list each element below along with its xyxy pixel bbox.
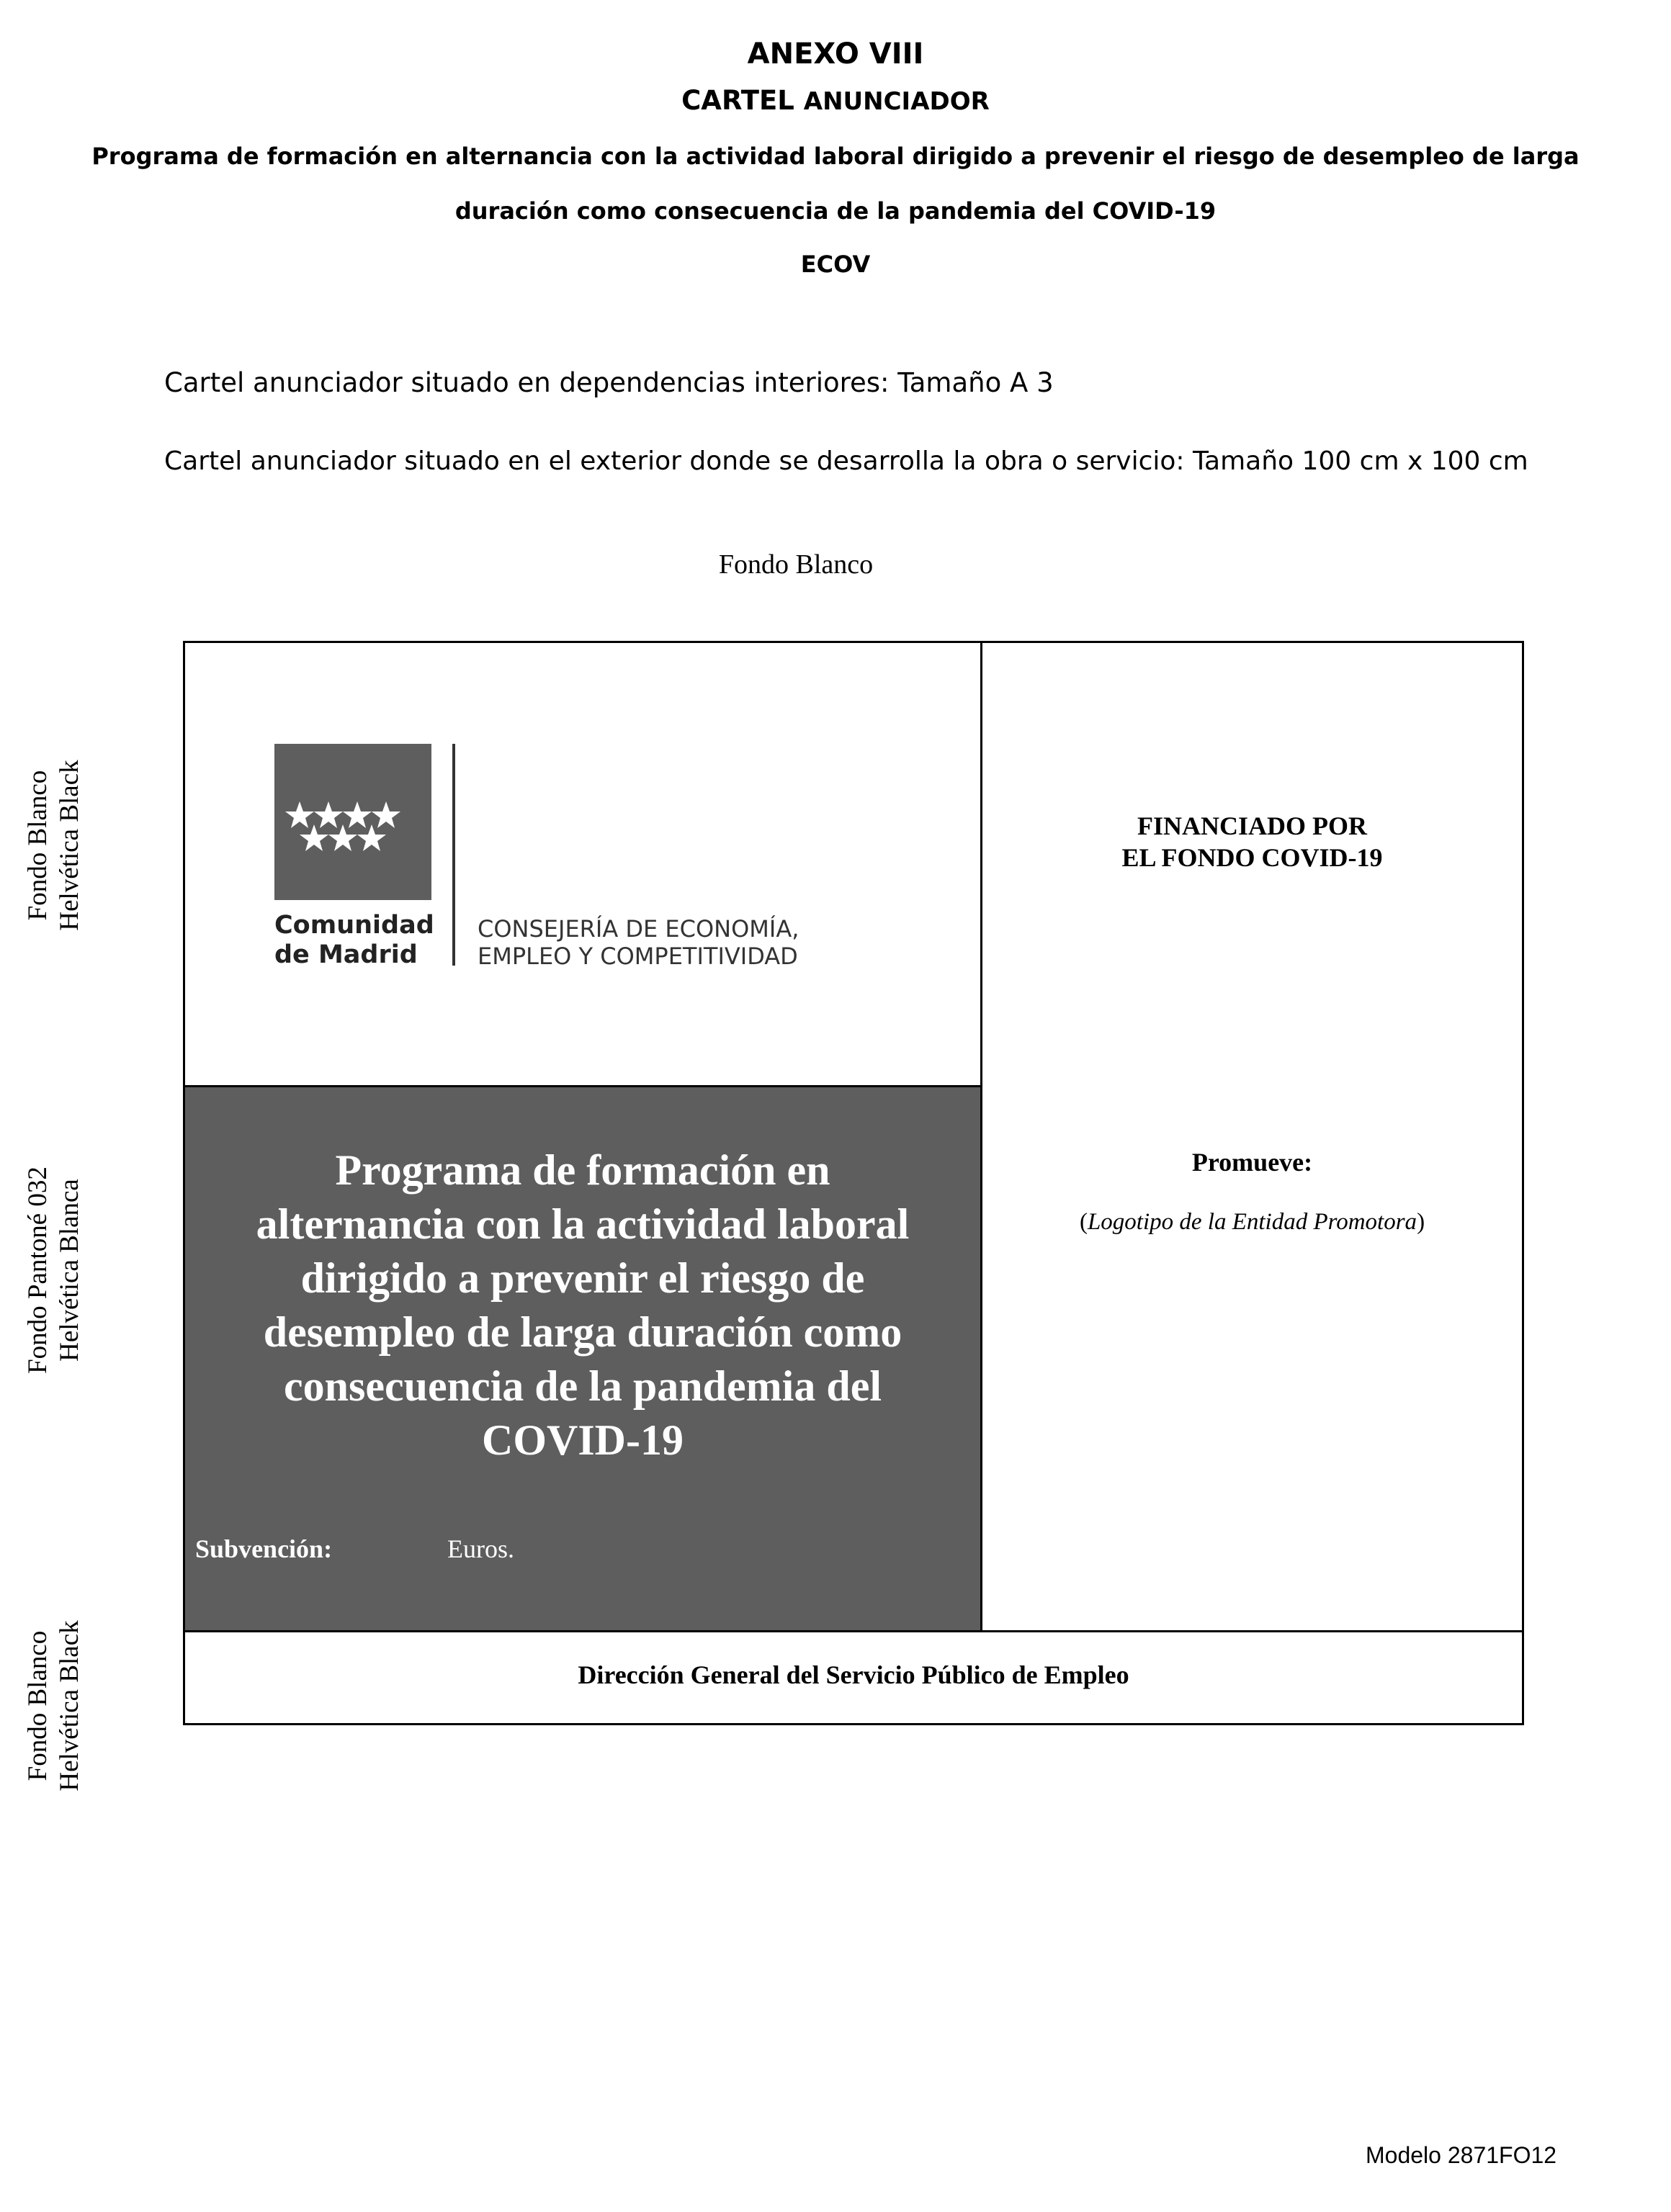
program-subtitle-line-1: Programa de formación en alternancia con la actividad laboral dirigido a prevenir el riesgo de desempleo de larga [91, 143, 1580, 170]
star-icon [300, 824, 328, 851]
model-code: Modelo 2871FO12 [1366, 2142, 1557, 2168]
star-icon [328, 824, 357, 851]
logo-dept-line-2: EMPLEO Y COMPETITIVIDAD [478, 943, 798, 970]
directorate-name: Dirección General del Servicio Público de Empleo [578, 1660, 1129, 1689]
side-label-top-line-2: Helvética Black [55, 760, 84, 931]
side-label-bottom-line-2: Helvética Black [55, 1620, 84, 1791]
star-icon [357, 824, 386, 851]
logo-department [478, 915, 799, 970]
footer-cell [185, 1630, 1522, 1723]
promoter-logo-placeholder: (Logotipo de la Entidad Promotora) [1079, 1209, 1425, 1235]
cartel-title [0, 85, 1671, 116]
program-title-line: consecuencia de la pandemia del [283, 1362, 882, 1410]
side-label-middle-line-2: Helvética Blanca [55, 1179, 84, 1362]
program-subtitle-line-2: duración como consecuencia de la pandemia del COVID-19 [454, 197, 1217, 225]
size-interior-text: Cartel anunciador situado en dependencias interiores: Tamaño A 3 [164, 367, 1054, 398]
star-icon [372, 801, 400, 828]
logo-name-line-1: Comunidad [274, 911, 434, 940]
finance-cell [982, 643, 1522, 1630]
logo-divider [452, 744, 455, 966]
annex-title: ANEXO VIII [747, 37, 924, 71]
program-title [207, 1143, 959, 1467]
side-label-top-line-1: Fondo Blanco [23, 770, 53, 921]
program-title-line: desempleo de larga duración como [263, 1308, 902, 1356]
program-acronym: ECOV [800, 251, 871, 278]
subsidy-unit: Euros. [447, 1534, 514, 1563]
size-exterior-text: Cartel anunciador situado en el exterior donde se desarrolla la obra o servicio: Tamaño 100 cm x 100 cm [164, 446, 1528, 476]
poster-frame [183, 641, 1524, 1725]
star-icon [314, 801, 343, 828]
program-cell [185, 1087, 982, 1630]
program-title-line: COVID-19 [482, 1416, 684, 1464]
program-title-line: dirigido a prevenir el riesgo de [300, 1254, 865, 1302]
financed-line-2: EL FONDO COVID-19 [1121, 843, 1383, 872]
logo-dept-line-1: CONSEJERÍA DE ECONOMÍA, [478, 915, 799, 943]
stars-icon [274, 744, 431, 900]
side-label-bottom-line-1: Fondo Blanco [23, 1630, 53, 1781]
logo-name-line-2: de Madrid [274, 940, 418, 969]
star-icon [343, 801, 372, 828]
promoter-logo-text: Logotipo de la Entidad Promotora [1087, 1209, 1417, 1235]
financed-line-1: FINANCIADO POR [1137, 811, 1367, 840]
star-icon [285, 801, 314, 828]
subsidy-label: Subvención: [195, 1534, 333, 1563]
logo-name [274, 911, 434, 970]
anunciador-word: ANUNCIADOR [803, 87, 990, 116]
side-label-middle-line-1: Fondo Pantoné 032 [23, 1166, 53, 1374]
program-title-line: alternancia con la actividad laboral [256, 1200, 910, 1248]
comunidad-madrid-logo [274, 744, 431, 900]
promotes-label: Promueve: [1191, 1148, 1313, 1177]
program-title-line: Programa de formación en [335, 1146, 830, 1194]
logo-cell [185, 643, 982, 1087]
cartel-word: CARTEL [681, 85, 794, 116]
background-note: Fondo Blanco [718, 549, 874, 580]
financed-by [982, 810, 1522, 873]
